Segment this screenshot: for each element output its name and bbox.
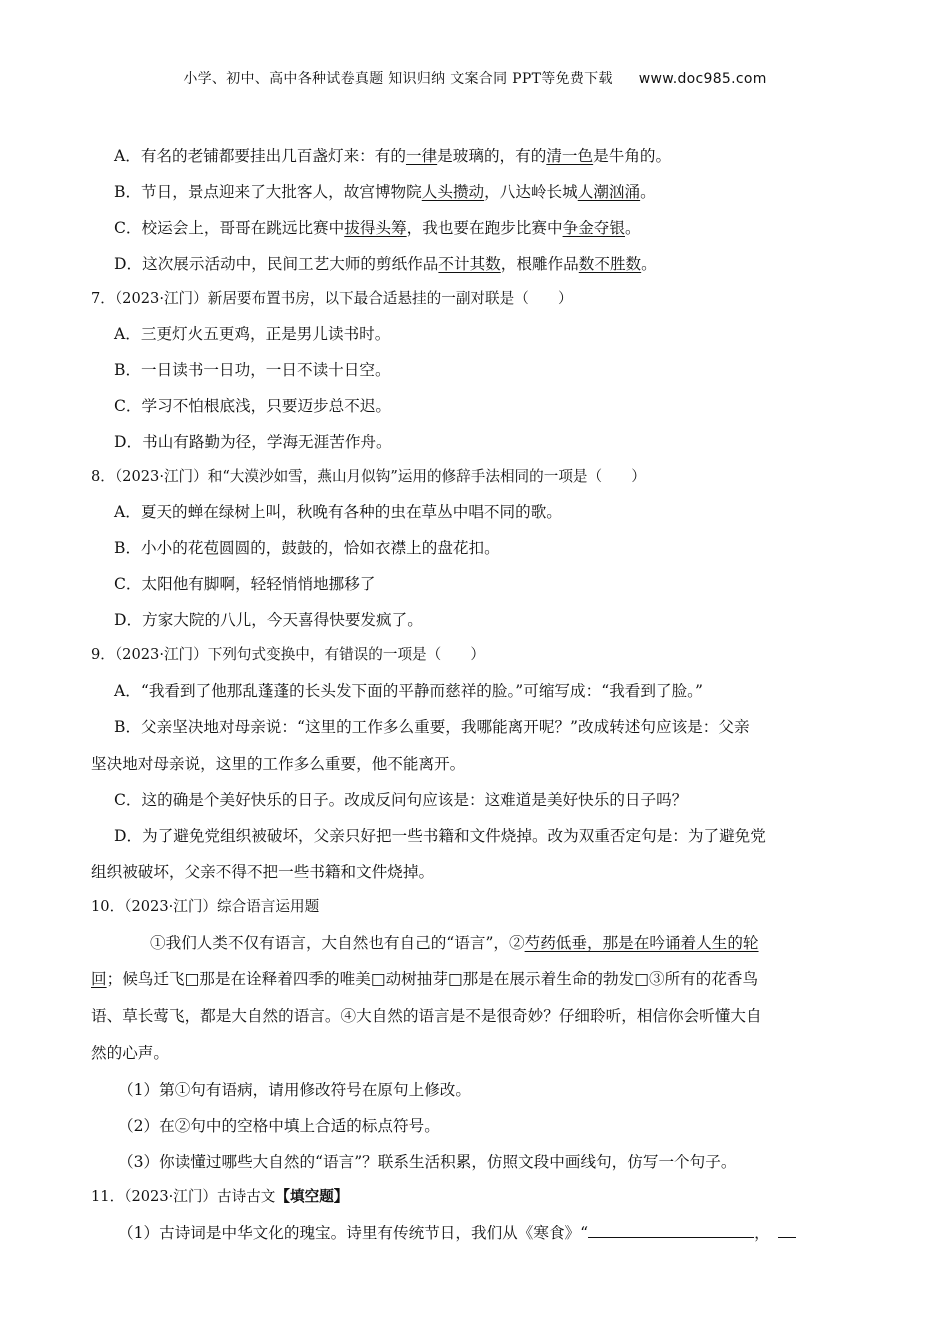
q7-option-b: B．一日读书一日功，一日不读十日空。 xyxy=(114,361,391,379)
q6-option-b: B．节日，景点迎来了大批客人，故宫博物院人头攒动，八达岭长城人潮汹涌。 xyxy=(114,183,656,201)
q8-option-b: B．小小的花苞圆圆的，鼓鼓的，恰如衣襟上的盘花扣。 xyxy=(114,539,500,557)
q10-stem: 10．（2023·江门）综合语言运用题 xyxy=(91,898,320,915)
q8-option-a: A．夏天的蝉在绿树上叫，秋晚有各种的虫在草丛中唱不同的歌。 xyxy=(114,503,562,521)
q7-stem: 7．（2023·江门）新居要布置书房，以下最合适悬挂的一副对联是（ ） xyxy=(91,290,573,307)
q10-sub-1: （1）第①句有语病，请用修改符号在原句上修改。 xyxy=(118,1081,471,1099)
q11-stem: 11．（2023·江门）古诗古文【填空题】 xyxy=(91,1188,349,1205)
q6-option-a: A．有名的老铺都要挂出几百盏灯来：有的一律是玻璃的，有的清一色是牛角的。 xyxy=(114,147,672,165)
q9-option-a: A．“我看到了他那乱蓬蓬的长头发下面的平静而慈祥的脸。”可缩写成：“我看到了脸。” xyxy=(114,682,703,700)
q10-sub-2: （2）在②句中的空格中填上合适的标点符号。 xyxy=(118,1117,440,1135)
header-site: www.doc985.com xyxy=(638,71,767,87)
q7-option-d: D．书山有路勤为径，学海无涯苦作舟。 xyxy=(114,433,392,451)
answer-blank[interactable] xyxy=(778,1223,796,1238)
q9-option-d: D．为了避免党组织被破坏，父亲只好把一些书籍和文件烧掉。改为双重否定句是：为了避免党 xyxy=(114,827,766,845)
q10-sub-3: （3）你读懂过哪些大自然的“语言”？联系生活积累，仿照文段中画线句，仿写一个句子。 xyxy=(118,1153,737,1171)
q6-option-d: D．这次展示活动中，民间工艺大师的剪纸作品不计其数，根雕作品数不胜数。 xyxy=(114,255,657,273)
q10-passage-line-1: ①我们人类不仅有语言，大自然也有自己的“语言”，②芍药低垂，那是在吟诵着人生的轮 xyxy=(150,934,759,952)
q7-option-a: A．三更灯火五更鸡，正是男儿读书时。 xyxy=(114,325,391,343)
q9-option-d-cont: 组织被破坏，父亲不得不把一些书籍和文件烧掉。 xyxy=(91,863,435,881)
q9-option-c: C．这的确是个美好快乐的日子。改成反问句应该是：这难道是美好快乐的日子吗？ xyxy=(114,791,688,809)
q10-passage-line-2: 回；候鸟迁飞□那是在诠释着四季的唯美□动树抽芽□那是在展示着生命的勃发□③所有的花香鸟 xyxy=(91,970,759,988)
q10-passage-line-4: 然的心声。 xyxy=(91,1044,169,1062)
q6-option-c: C．校运会上，哥哥在跳远比赛中拔得头筹，我也要在跑步比赛中争金夺银。 xyxy=(114,219,641,237)
q9-stem: 9．（2023·江门）下列句式变换中，有错误的一项是（ ） xyxy=(91,646,486,663)
q9-option-b: B．父亲坚决地对母亲说：“这里的工作多么重要，我哪能离开呢？”改成转述句应该是：父亲 xyxy=(114,718,750,736)
q10-passage-line-3: 语、草长莺飞，都是大自然的语言。④大自然的语言是不是很奇妙？仔细聆听，相信你会听懂大自 xyxy=(91,1007,762,1025)
q8-option-d: D．方家大院的八儿，今天喜得快要发疯了。 xyxy=(114,611,423,629)
q11-sub-1: （1）古诗词是中华文化的瑰宝。诗里有传统节日，我们从《寒食》“ ， xyxy=(118,1223,796,1243)
q8-option-c: C．太阳他有脚啊，轻轻悄悄地挪移了 xyxy=(114,575,376,593)
q9-option-b-cont: 坚决地对母亲说，这里的工作多么重要，他不能离开。 xyxy=(91,755,466,773)
q7-option-c: C．学习不怕根底浅，只要迈步总不迟。 xyxy=(114,397,392,415)
q8-stem: 8．（2023·江门）和“大漠沙如雪，燕山月似钩”运用的修辞手法相同的一项是（ ） xyxy=(91,468,646,485)
header-text: 小学、初中、高中各种试卷真题 知识归纳 文案合同 PPT等免费下载 xyxy=(183,71,613,87)
answer-blank[interactable] xyxy=(588,1223,754,1238)
